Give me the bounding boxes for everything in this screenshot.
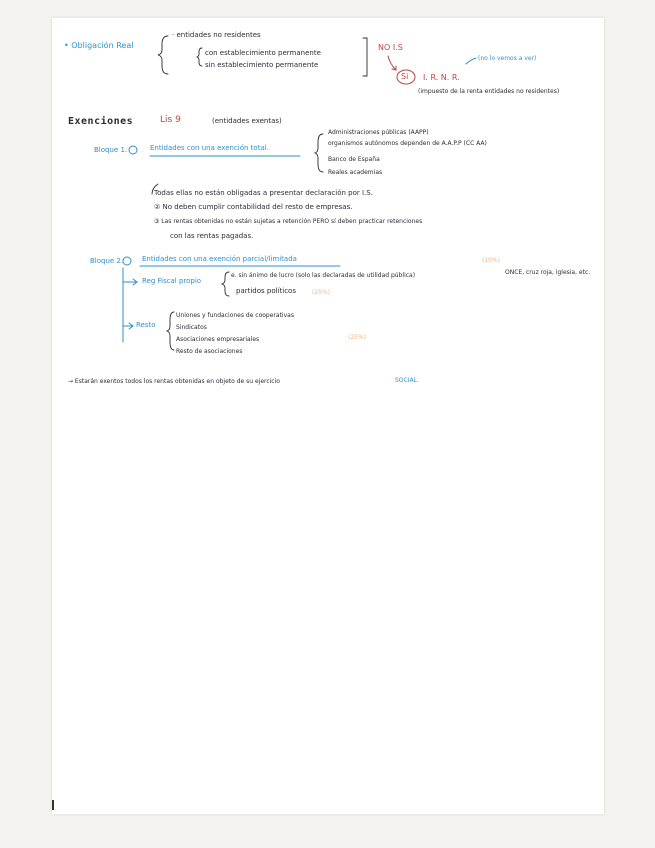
- bloque1-list-item: organismos autónomos dependen de A.A.P.P (CC AA): [328, 140, 487, 147]
- bloque1-list-item: Administraciones públicas (AAPP): [328, 129, 429, 136]
- bloque1-note: Todas ellas no están obligadas a presentar declaración por I.S.: [154, 189, 373, 197]
- reg-fiscal-item-1: e. sin ánimo de lucro (solo las declaradas de utilidad pública): [231, 272, 416, 279]
- conclusion-highlight: SOCIAL.: [395, 377, 419, 384]
- exenciones-subtitle: (entidades exentas): [212, 117, 282, 125]
- no-is-note: (no lo vemos a ver): [478, 55, 537, 62]
- bloque1-note: ③ Las rentas obtenidas no están sujetas a retención PERO sí deben practicar retenciones: [154, 218, 423, 225]
- obligacion-item-1: · entidades no residentes: [172, 31, 261, 39]
- bloque1-list-item: Banco de España: [328, 156, 380, 163]
- exenciones-article: Lis 9: [160, 115, 181, 125]
- resto-label: Resto: [136, 321, 156, 329]
- page-edge-mark: [52, 800, 54, 810]
- reg-fiscal-extra: ONCE, cruz roja, iglesia, etc.: [505, 269, 591, 276]
- reg-fiscal-item-2: partidos políticos: [236, 287, 296, 295]
- resto-item: Sindicatos: [176, 324, 207, 331]
- no-is-label: NO I.S: [378, 43, 403, 52]
- conclusion-text: → Estarán exentos todos los rentas obtenidas en objeto de su ejercicio: [68, 378, 280, 385]
- bloque1-title: Entidades con una exención total.: [150, 144, 269, 152]
- si-label: Si: [401, 72, 409, 81]
- bloque2-label: Bloque 2.: [90, 257, 124, 265]
- exenciones-title: Exenciones: [68, 116, 134, 127]
- bloque1-note: ② No deben cumplir contabilidad del resto de empresas.: [154, 203, 353, 211]
- reg-fiscal-label: Reg Fiscal propio: [142, 277, 202, 285]
- irnr-description: (impuesto de la renta entidades no residentes): [418, 88, 560, 95]
- resto-percent: (25%): [348, 334, 367, 341]
- resto-item: Asociaciones empresariales: [176, 336, 260, 343]
- irnr-label: I. R. N. R.: [423, 73, 460, 82]
- bloque1-note: con las rentas pagadas.: [170, 232, 254, 240]
- reg-fiscal-percent: (25%): [312, 289, 331, 296]
- bloque1-list-item: Reales academias: [328, 169, 383, 176]
- resto-item: Resto de asociaciones: [176, 348, 243, 355]
- obligacion-item-3: sin establecimiento permanente: [205, 61, 319, 69]
- resto-item: Uniones y fundaciones de cooperativas: [176, 312, 294, 319]
- obligacion-label: • Obligación Real: [64, 41, 134, 50]
- bloque2-percent-top: (10%): [482, 257, 501, 264]
- bloque2-title: Entidades con una exención parcial/limitada: [142, 255, 297, 263]
- notebook-page: [52, 18, 604, 814]
- obligacion-item-2: con establecimiento permanente: [205, 49, 321, 57]
- bloque1-label: Bloque 1.: [94, 146, 128, 154]
